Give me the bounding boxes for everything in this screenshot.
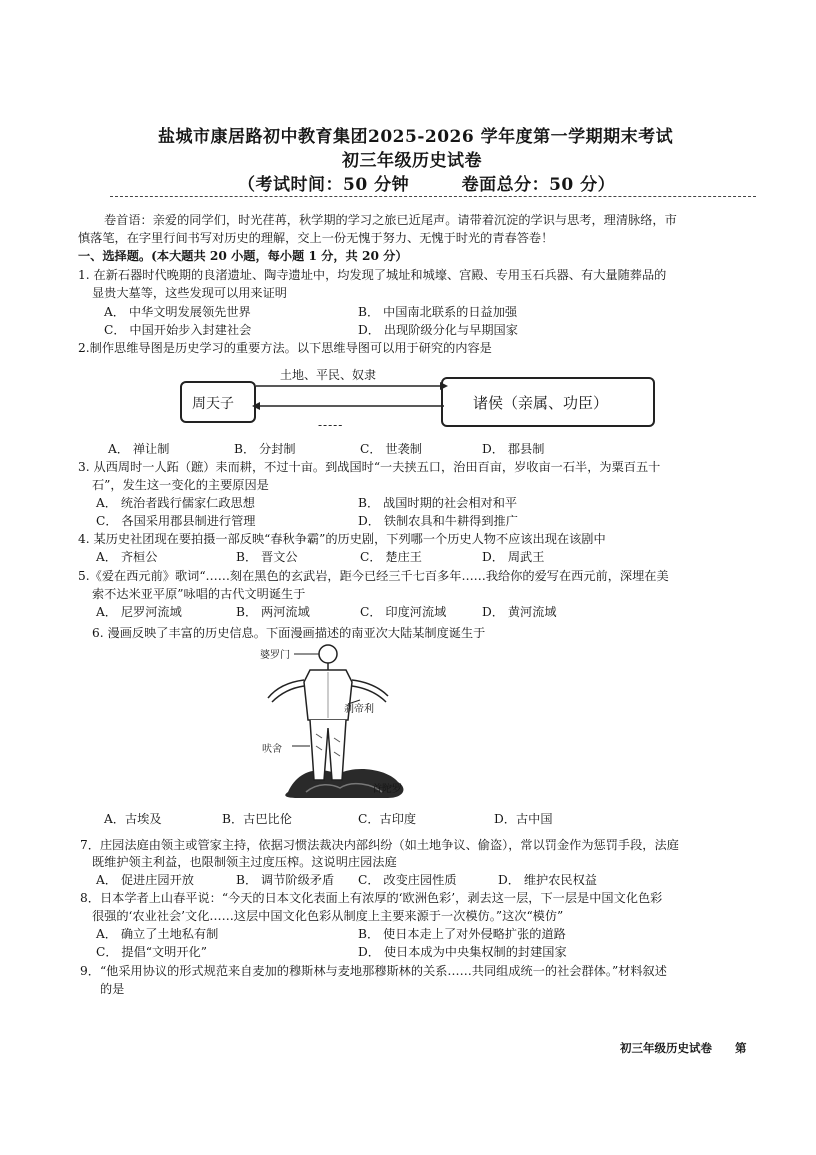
- q9-stem-2: 的是: [100, 982, 125, 996]
- q3-stem-2: 石”，发生这一变化的主要原因是: [92, 478, 269, 492]
- mind-map-left-box: [180, 381, 256, 423]
- caste-label-shudra: 首陀罗: [372, 784, 402, 795]
- q4-option-d: D． 周武王: [482, 550, 545, 564]
- q5-stem-1: 5.《爱在西元前》歌词“……刻在黑色的玄武岩，距今已经三千七百多年……我给你的爱写在西元前，深埋在美: [78, 569, 669, 583]
- q6-option-c: C．古印度: [358, 812, 417, 826]
- mind-map-top-label: 土地、平民、奴隶: [280, 368, 377, 382]
- caste-label-kshatriya: 刹帝利: [344, 704, 374, 715]
- q5-option-b: B． 两河流域: [236, 605, 310, 619]
- q5-option-d: D． 黄河流域: [482, 605, 557, 619]
- mind-map-left-label: 周天子: [192, 396, 234, 412]
- q1-stem-2: 显贵大墓等，这些发现可以用来证明: [92, 286, 287, 300]
- q7-stem-2: 既维护领主利益，也限制领主过度压榨。这说明庄园法庭: [92, 855, 397, 869]
- q6-caste-cartoon: [248, 642, 434, 802]
- preface-line-1: 卷首语：亲爱的同学们，时光荏苒，秋学期的学习之旅已近尾声。请带着沉淀的学识与思考，理清脉络，市: [104, 213, 677, 227]
- q2-option-d: D． 郡县制: [482, 442, 545, 456]
- q2-option-a: A． 禅让制: [108, 442, 170, 456]
- mind-map-bottom-label: -----: [318, 418, 344, 432]
- q4-option-a: A． 齐桓公: [96, 550, 158, 564]
- q3-stem-1: 3. 从西周时一人跖（蹠）耒而耕，不过十亩。到战国时“一夫挟五口，治田百亩，岁收亩一石半，为粟百五十: [78, 460, 661, 474]
- q6-stem: 6. 漫画反映了丰富的历史信息。下面漫画描述的南亚次大陆某制度诞生于: [92, 626, 486, 640]
- q7-option-c: C． 改变庄园性质: [358, 873, 457, 887]
- q2-option-b: B． 分封制: [234, 442, 296, 456]
- caste-label-brahmin: 婆罗门: [260, 650, 290, 661]
- mind-map-right-label: 诸侯（亲属、功臣）: [473, 394, 609, 412]
- exam-subtitle: 初三年级历史试卷: [342, 151, 482, 171]
- header-divider: [110, 196, 756, 197]
- q5-option-a: A． 尼罗河流域: [96, 605, 182, 619]
- q7-stem-1: 7．庄园法庭由领主或管家主持，依据习惯法裁决内部纠纷（如土地争议、偷盗），常以罚金作为惩罚手段，法庭: [80, 838, 679, 852]
- q3-option-c: C． 各国采用郡县制进行管理: [96, 514, 256, 528]
- caste-figure-illustration: [248, 642, 434, 802]
- q8-option-b: B． 使日本走上了对外侵略扩张的道路: [358, 927, 566, 941]
- section-heading: 一、选择题。(本大题共 20 小题，每小题 1 分，共 20 分）: [78, 249, 408, 263]
- q6-option-a: A．古埃及: [104, 812, 162, 826]
- preface-line-2: 慎落笔，在字里行间书写对历史的理解，交上一份无愧于努力、无愧于时光的青春答卷！: [78, 231, 554, 245]
- q3-option-d: D． 铁制农具和牛耕得到推广: [358, 514, 518, 528]
- q2-option-c: C． 世袭制: [360, 442, 422, 456]
- q7-option-d: D． 维护农民权益: [498, 873, 597, 887]
- mind-map-right-box: [441, 377, 655, 427]
- exam-title: 盐城市康居路初中教育集团2025-2026 学年度第一学期期末考试: [158, 127, 674, 147]
- exam-info: （考试时间：50 分钟 卷面总分：50 分）: [238, 175, 616, 195]
- q7-option-a: A． 促进庄园开放: [96, 873, 194, 887]
- q4-stem: 4. 某历史社团现在要拍摄一部反映“春秋争霸”的历史剧，下列哪一个历史人物不应该出现在该剧中: [78, 532, 606, 546]
- q1-option-a: A． 中华文明发展领先世界: [104, 305, 251, 319]
- q3-option-b: B． 战国时期的社会相对和平: [358, 496, 518, 510]
- q8-option-a: A． 确立了土地私有制: [96, 927, 219, 941]
- q8-option-c: C． 提倡“文明开化”: [96, 945, 207, 959]
- q8-stem-1: 8．日本学者上山春平说：“今天的日本文化表面上有浓厚的‘欧洲色彩’，剥去这一层，下一层是中国文化色彩: [80, 891, 663, 905]
- mind-map-arrows: [250, 380, 450, 416]
- q4-option-b: B． 晋文公: [236, 550, 298, 564]
- q1-option-c: C． 中国开始步入封建社会: [104, 323, 252, 337]
- q9-stem-1: 9．“他采用协议的形式规范来自麦加的穆斯林与麦地那穆斯林的关系……共同组成统一的社会群体。”材料叙述: [80, 964, 667, 978]
- q1-option-d: D． 出现阶级分化与早期国家: [358, 323, 518, 337]
- q7-option-b: B． 调节阶级矛盾: [236, 873, 335, 887]
- q6-option-b: B．古巴比伦: [222, 812, 292, 826]
- q8-stem-2: 很强的‘农业社会’文化……这层中国文化色彩从制度上主要来源于一次模仿。”这次“模仿”: [92, 909, 564, 923]
- q2-stem: 2.制作思维导图是历史学习的重要方法。以下思维导图可以用于研究的内容是: [78, 341, 492, 355]
- q1-stem-1: 1. 在新石器时代晚期的良渚遗址、陶寺遗址中，均发现了城址和城壕、宫殿、专用玉石兵器、有大量随葬品的: [78, 268, 667, 282]
- q5-option-c: C． 印度河流域: [360, 605, 447, 619]
- q3-option-a: A． 统治者践行儒家仁政思想: [96, 496, 255, 510]
- q5-stem-2: 索不达米亚平原”咏唱的古代文明诞生于: [92, 587, 306, 601]
- q4-option-c: C． 楚庄王: [360, 550, 422, 564]
- caste-label-vaishya: 吠舍: [262, 744, 282, 755]
- page-footer: 初三年级历史试卷 第: [620, 1041, 747, 1055]
- q1-option-b: B． 中国南北联系的日益加强: [358, 305, 518, 319]
- q8-option-d: D． 使日本成为中央集权制的封建国家: [358, 945, 567, 959]
- q6-option-d: D．古中国: [494, 812, 553, 826]
